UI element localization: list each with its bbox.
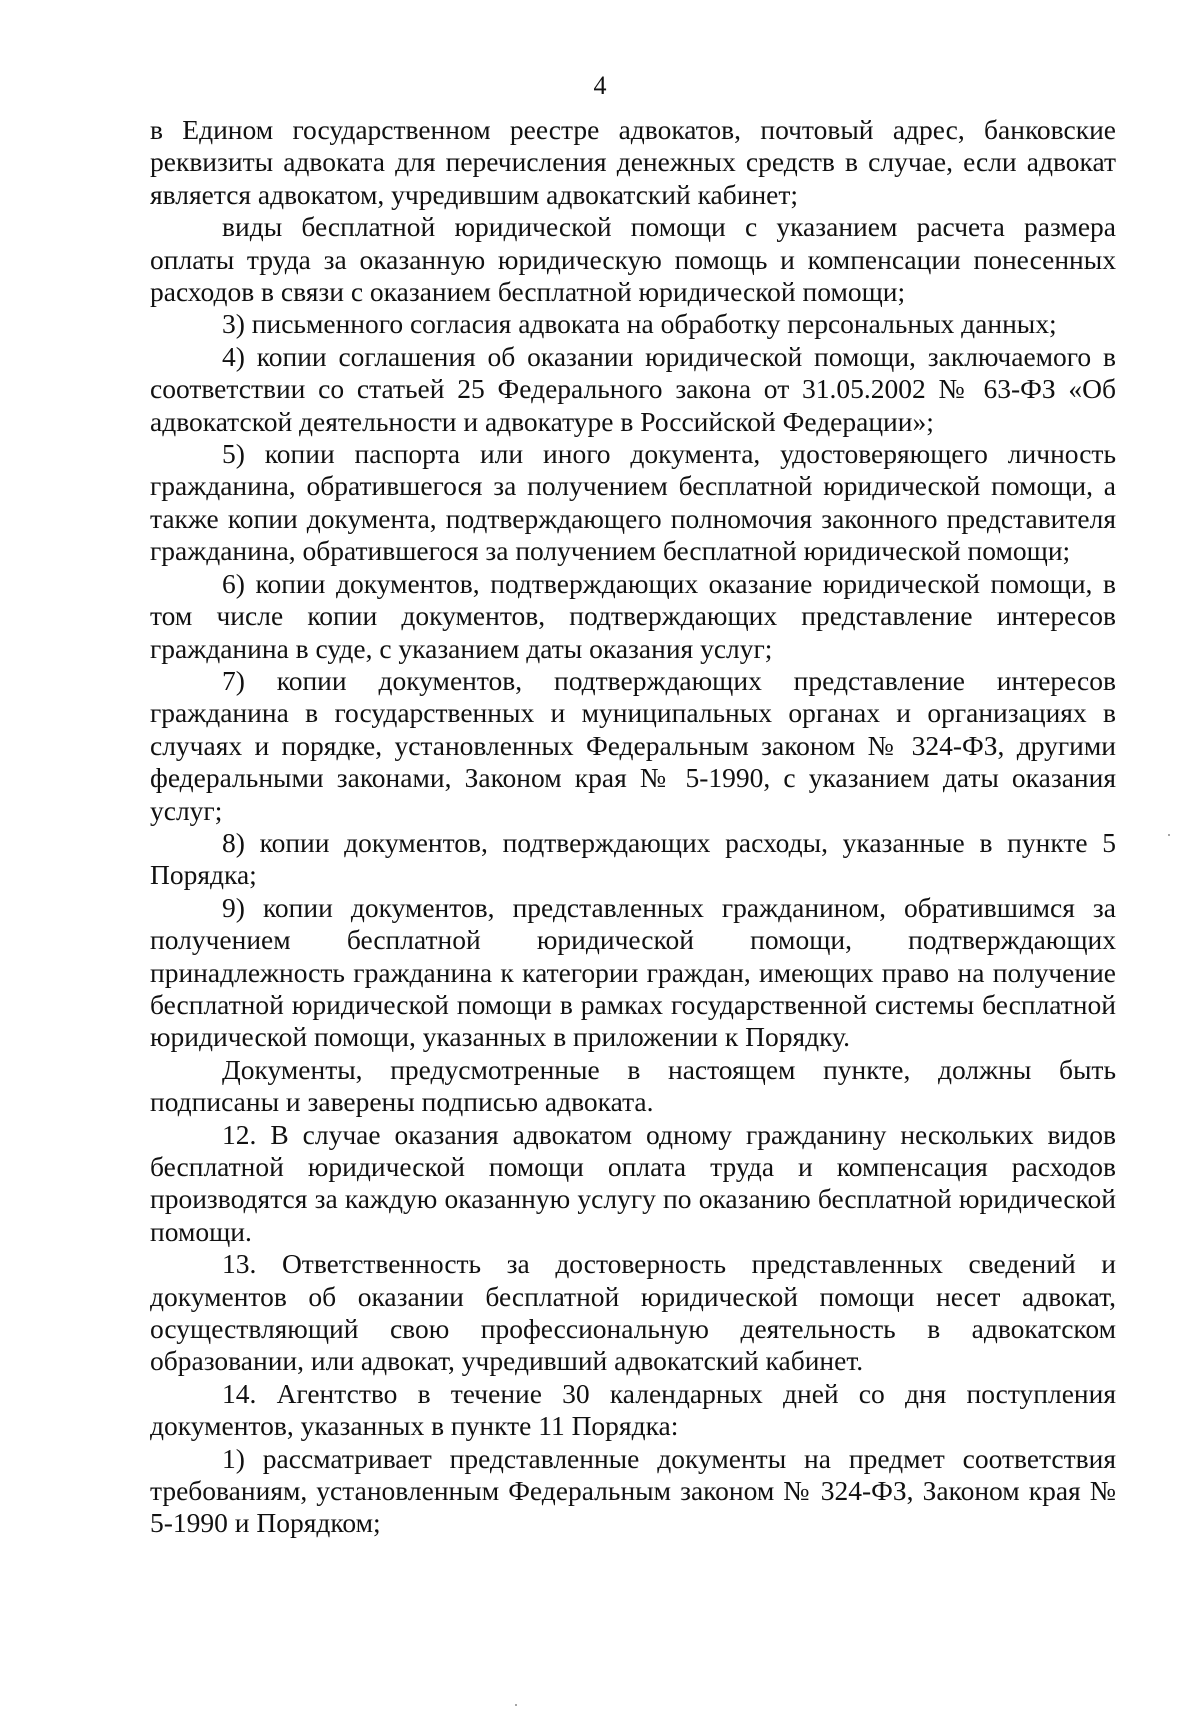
paragraph: в Едином государственном реестре адвокатов, почтовый адрес, банковские реквизиты адвоката для перечисления денежных средств в случае, если адвокат является адвокатом, учредившим адвокатский кабинет; [150, 114, 1116, 210]
list-item: 4) копии соглашения об оказании юридической помощи, заключаемого в соответствии со статьей 25 Федерального закона от 31.05.2002 № 63-ФЗ «Об адвокатской деятельности и адвокатуре в Российской Федерации»; [150, 340, 1116, 437]
section-paragraph: 14. Агентство в течение 30 календарных дней со дня поступления документов, указанных в пункте 11 Порядка: [150, 1377, 1116, 1442]
paragraph: виды бесплатной юридической помощи с указанием расчета размера оплаты труда за оказанную юридическую помощь и компенсации понесенных расходов в связи с оказанием бесплатной юридической помощи; [150, 211, 1116, 308]
section-paragraph: 13. Ответственность за достоверность представленных сведений и документов об оказании бесплатной юридической помощи несет адвокат, осуществляющий свою профессиональную деятельность в адвокатском образовании, или адвокат, учредивший адвокатский кабинет. [150, 1248, 1116, 1377]
scan-artifact [1168, 834, 1170, 836]
page-number: 4 [593, 71, 607, 100]
section-paragraph: 12. В случае оказания адвокатом одному гражданину нескольких видов бесплатной юридической помощи оплата труда и компенсация расходов производятся за каждую оказанную услугу по оказанию бесплатной юридической помощи. [150, 1118, 1116, 1247]
list-item: 1) рассматривает представленные документы на предмет соответствия требованиям, установленным Федеральным законом № 324-ФЗ, Законом края № 5-1990 и Порядком; [150, 1442, 1116, 1539]
paragraph: Документы, предусмотренные в настоящем пункте, должны быть подписаны и заверены подписью адвоката. [150, 1053, 1116, 1118]
list-item: 3) письменного согласия адвоката на обработку персональных данных; [222, 308, 1057, 340]
list-item: 8) копии документов, подтверждающих расходы, указанные в пункте 5 Порядка; [150, 826, 1116, 891]
list-item: 6) копии документов, подтверждающих оказание юридической помощи, в том числе копии документов, подтверждающих представление интересов гражданина в суде, с указанием даты оказания услуг; [150, 567, 1116, 664]
list-item: 5) копии паспорта или иного документа, удостоверяющего личность гражданина, обратившегося за получением бесплатной юридической помощи, а также копии документа, подтверждающего полномочия законного представителя гражданина, обратившегося за получением бесплатной юридической помощи; [150, 438, 1116, 567]
list-item: 9) копии документов, представленных гражданином, обратившимся за получением бесплатной юридической помощи, подтверждающих принадлежность гражданина к категории граждан, имеющих право на получение бесплатной юридической помощи в рамках государственной системы бесплатной юридической помощи, указанных в приложении к Порядку. [150, 891, 1116, 1053]
scan-artifact [515, 1704, 517, 1706]
list-item: 7) копии документов, подтверждающих представление интересов гражданина в государственных и муниципальных органах и организациях в случаях и порядке, установленных Федеральным законом № 324-ФЗ, другими федеральными законами, Законом края № 5-1990, с указанием даты оказания услуг; [150, 664, 1116, 826]
document-body [150, 114, 1116, 1540]
